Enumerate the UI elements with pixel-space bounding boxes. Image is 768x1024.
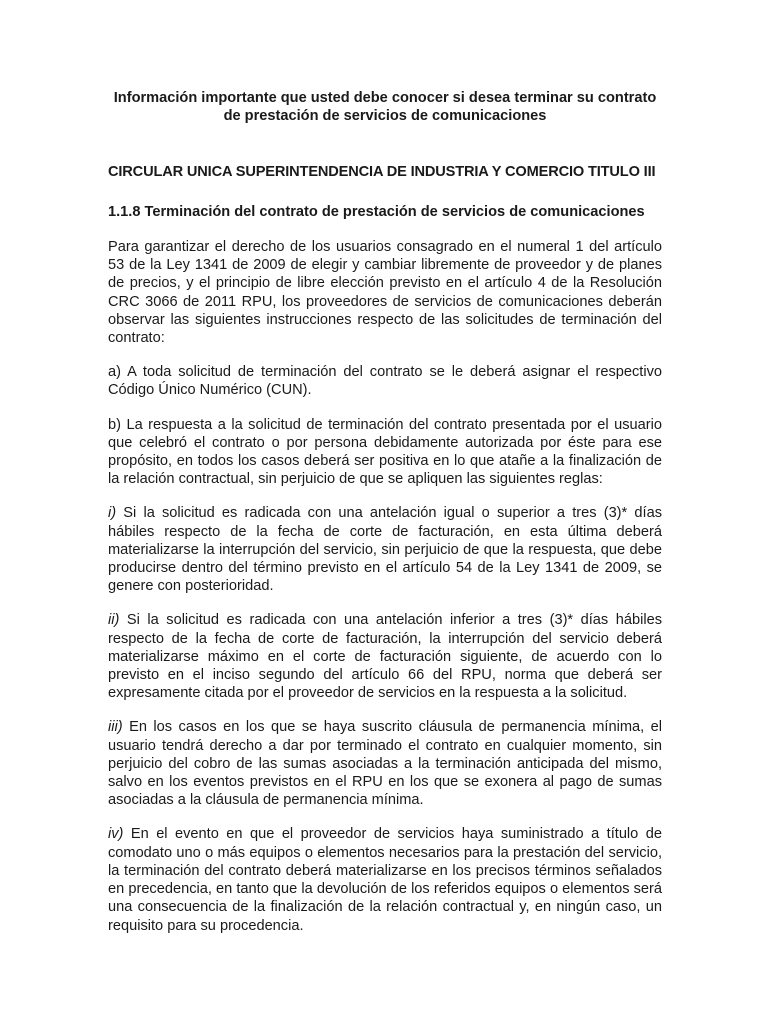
rule-iii-paragraph: [108, 718, 662, 809]
intro-paragraph: Para garantizar el derecho de los usuarios consagrado en el numeral 1 del artículo 53 de la Ley 1341 de 2009 de elegir y cambiar libremente de proveedor y de planes de precios, y el principio de libre elección previsto en el artículo 4 de la Resolución CRC 3066 de 2011 RPU, los proveedores de servicios de comunicaciones deberán observar las siguientes instrucciones respecto de las solicitudes de terminación del contrato:: [108, 239, 662, 347]
document-title-line-2: de prestación de servicios de comunicaciones: [223, 108, 547, 124]
item-b-paragraph: b) La respuesta a la solicitud de terminación del contrato presentada por el usuario que celebró el contrato o por persona debidamente autorizada por éste para ese propósito, en todos los casos deberá ser positiva en lo que atañe a la finalización de la relación contractual, sin perjuicio de que se apliquen las siguientes reglas:: [108, 416, 662, 488]
rule-iii-numeral: iii): [108, 719, 123, 736]
rule-ii-text: Si la solicitud es radicada con una antelación inferior a tres (3)* días hábiles respecto de la fecha de corte de facturación, la interrupción del servicio deberá materializarse máximo en el corte de facturación siguiente, de acuerdo con lo previsto en el inciso segundo del artículo 66 del RPU, norma que deberá ser expresamente citada por el proveedor de servicios en la respuesta a la solicitud.: [108, 612, 662, 702]
rule-iv-paragraph: [108, 825, 662, 934]
document-page: [108, 89, 662, 935]
rule-iv-numeral: iv): [108, 826, 124, 843]
circular-heading: CIRCULAR UNICA SUPERINTENDENCIA DE INDUSTRIA Y COMERCIO TITULO III: [108, 164, 656, 180]
rule-i-paragraph: [108, 504, 662, 595]
rule-iv-text: En el evento en que el proveedor de servicios haya suministrado a título de comodato uno o más equipos o elementos necesarios para la prestación del servicio, la terminación del contrato deberá materializarse en los precisos términos señalados en precedencia, en tanto que la devolución de los referidos equipos o elementos será una consecuencia de la finalización de la relación contractual y, en ningún caso, un requisito para su procedencia.: [108, 826, 662, 934]
rule-ii-numeral: ii): [108, 612, 120, 629]
item-a-paragraph: a) A toda solicitud de terminación del contrato se le deberá asignar el respectivo Código Único Numérico (CUN).: [108, 364, 662, 399]
document-title-line-1: Información importante que usted debe conocer si desea terminar su contrato: [113, 90, 657, 106]
rule-iii-text: En los casos en los que se haya suscrito cláusula de permanencia mínima, el usuario tendrá derecho a dar por terminado el contrato en cualquier momento, sin perjuicio del cobro de las sumas asociadas a la terminación anticipada del mismo, salvo en los eventos previstos en el RPU en los que se exonera al pago de sumas asociadas a la cláusula de permanencia mínima.: [108, 719, 662, 809]
section-heading: 1.1.8 Terminación del contrato de prestación de servicios de comunicaciones: [108, 204, 645, 220]
rule-i-text: Si la solicitud es radicada con una antelación igual o superior a tres (3)* días hábiles respecto de la fecha de corte de facturación, en esta última deberá materializarse la interrupción del servicio, sin perjuicio de que la respuesta, que debe producirse dentro del término previsto en el artículo 54 de la Ley 1341 de 2009, se genere con posterioridad.: [108, 505, 662, 595]
document-title: [108, 89, 662, 125]
rule-ii-paragraph: [108, 611, 662, 702]
rule-i-numeral: i): [108, 505, 117, 522]
